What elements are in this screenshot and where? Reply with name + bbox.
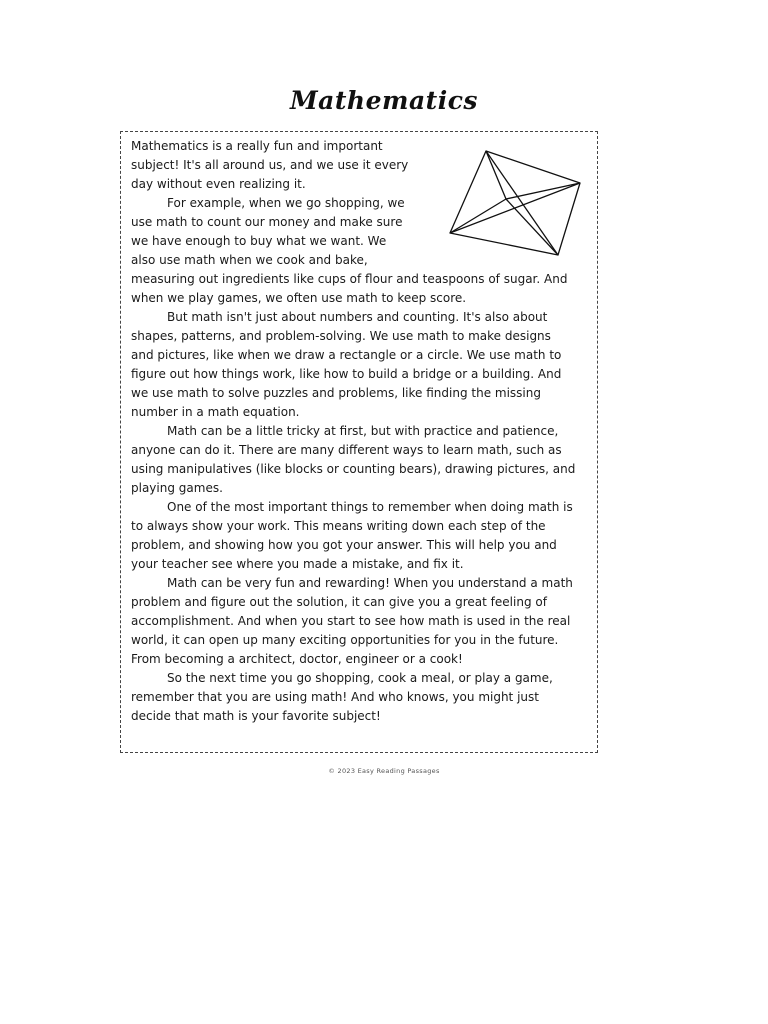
text-line: world, it can open up many exciting opportunities for you in the future. xyxy=(131,633,559,647)
text-line: remember that you are using math! And who knows, you might just xyxy=(131,690,539,704)
text-line: figure out how things work, like how to build a bridge or a building. And xyxy=(131,367,562,381)
text-line: accomplishment. And when you start to see how math is used in the real xyxy=(131,614,571,628)
text-line: and pictures, like when we draw a rectangle or a circle. We use math to xyxy=(131,348,562,362)
text-line: Math can be a little tricky at first, but with practice and patience, xyxy=(167,424,559,438)
text-line: we have enough to buy what we want. We xyxy=(131,234,387,248)
paragraph-2 xyxy=(131,194,591,308)
text-line: use math to count our money and make sure xyxy=(131,215,403,229)
text-line: anyone can do it. There are many different ways to learn math, such as xyxy=(131,443,562,457)
text-line: For example, when we go shopping, we xyxy=(167,196,405,210)
paragraph-6 xyxy=(131,574,591,669)
text-line: decide that math is your favorite subject! xyxy=(131,709,381,723)
copyright-footer: © 2023 Easy Reading Passages xyxy=(328,767,440,775)
text-line: we use math to solve puzzles and problems, like finding the missing xyxy=(131,386,541,400)
text-line: One of the most important things to remember when doing math is xyxy=(167,500,573,514)
text-line: Mathematics is a really fun and important xyxy=(131,139,383,153)
text-line: Math can be very fun and rewarding! When you understand a math xyxy=(167,576,573,590)
text-line: using manipulatives (like blocks or counting bears), drawing pictures, and xyxy=(131,462,576,476)
page-title: Mathematics xyxy=(290,86,478,115)
text-line: your teacher see where you made a mistake, and fix it. xyxy=(131,557,464,571)
text-line: when we play games, we often use math to keep score. xyxy=(131,291,467,305)
text-line: But math isn't just about numbers and counting. It's also about xyxy=(167,310,548,324)
text-line: playing games. xyxy=(131,481,223,495)
passage-text xyxy=(131,137,591,726)
paragraph-5 xyxy=(131,498,591,574)
paragraph-7 xyxy=(131,669,591,726)
text-line: day without even realizing it. xyxy=(131,177,306,191)
paragraph-1 xyxy=(131,137,591,194)
text-line: subject! It's all around us, and we use it every xyxy=(131,158,409,172)
paragraph-3 xyxy=(131,308,591,422)
text-line: problem, and showing how you got your answer. This will help you and xyxy=(131,538,557,552)
text-line: to always show your work. This means writing down each step of the xyxy=(131,519,546,533)
text-line: So the next time you go shopping, cook a meal, or play a game, xyxy=(167,671,553,685)
paragraph-4 xyxy=(131,422,591,498)
text-line: number in a math equation. xyxy=(131,405,300,419)
text-line: problem and figure out the solution, it can give you a great feeling of xyxy=(131,595,547,609)
text-line: shapes, patterns, and problem-solving. We use math to make designs xyxy=(131,329,551,343)
text-line: also use math when we cook and bake, xyxy=(131,253,368,267)
text-line: measuring out ingredients like cups of flour and teaspoons of sugar. And xyxy=(131,272,568,286)
text-line: From becoming a architect, doctor, engineer or a cook! xyxy=(131,652,463,666)
